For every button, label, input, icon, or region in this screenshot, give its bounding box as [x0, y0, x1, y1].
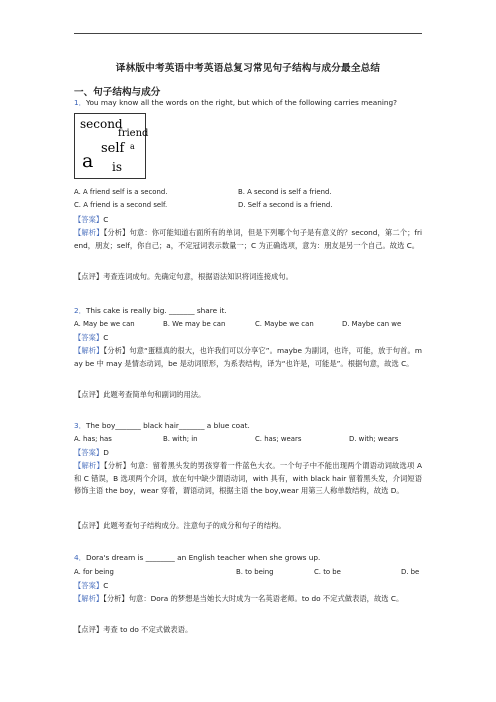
option-c: C. to be [314, 568, 341, 576]
question-text: Dora's dream is ________ an English teacher when she grows up. [85, 553, 321, 562]
question-2-analysis [74, 345, 422, 370]
question-2-options [74, 318, 422, 330]
question-1-options-row-2 [74, 199, 422, 211]
option-a: A. has; has [74, 435, 112, 443]
question-1-analysis [74, 227, 422, 252]
analysis-text: 【分析】句意：Dora 的梦想是当她长大时成为一名英语老师。to do 不定式做表语，故选 C。 [103, 594, 404, 603]
comment-text: 考查连词成句。先确定句意，根据语法知识将词连接成句。 [103, 272, 293, 281]
question-text: This cake is really big. _______ share it. [85, 306, 227, 315]
answer-value: D [103, 448, 109, 457]
question-number: 2． [74, 306, 86, 315]
question-3-comment [74, 520, 422, 533]
question-4-answer [74, 580, 108, 592]
word-box-figure [74, 113, 149, 179]
analysis-text: 【分析】句意：留着黑头发的男孩穿着一件蓝色大衣。一个句子中不能出现两个谓语动词故选项 A 和 C 错误，B 选项两个介词，放在句中缺少谓语动词，with 具有，with black hair 留着黑头发，介词短语修饰主语 the boy，wear 穿着，谓语动词，根据主语 the boy,wear 用第三人称单数结构，故选 D。 [74, 461, 422, 496]
question-3-options [74, 433, 422, 445]
comment-tag: 【点评】 [74, 390, 104, 399]
question-number: 1． [74, 98, 86, 107]
analysis-text: 【分析】句意：你可能知道右面所有的单词，但是下列哪个句子是有意义的？second，第二个；friend，朋友；self，你自己；a，不定冠词表示数量一；C 为正确选项，意为：朋友是另一个自己。故选 C。 [74, 228, 423, 250]
option-d: D. with; wears [349, 435, 399, 443]
page-title: 译林版中考英语中考英语总复习常见句子结构与成分最全总结 [115, 63, 381, 74]
question-1-stem [74, 97, 422, 110]
figure-word: friend [118, 128, 149, 139]
answer-tag: 【答案】 [74, 333, 104, 342]
answer-tag: 【答案】 [74, 215, 104, 224]
question-4-analysis [74, 593, 422, 606]
section-heading: 一、句子结构与成分 [74, 87, 161, 98]
analysis-tag: 【解析】 [74, 346, 104, 355]
question-4-options [74, 566, 422, 578]
figure-word: second [80, 117, 123, 131]
question-2-stem [74, 305, 422, 318]
question-1-comment [74, 271, 422, 284]
option-d: D. be [401, 568, 420, 576]
figure-word: self [101, 141, 125, 156]
question-number: 3． [74, 421, 86, 430]
option-d: D. Self a second is a friend. [238, 201, 333, 209]
answer-value: C [103, 333, 109, 342]
answer-value: C [103, 581, 109, 590]
question-3-analysis [74, 460, 422, 498]
option-c: C. A friend is a second self. [74, 201, 168, 209]
question-1-options-row-1 [74, 186, 422, 198]
comment-text: 考查 to do 不定式做表语。 [103, 625, 193, 634]
question-4-comment [74, 624, 422, 637]
comment-tag: 【点评】 [74, 625, 104, 634]
option-b: B. We may be can [163, 320, 226, 328]
analysis-text: 【分析】句意“蛋糕真的很大，也许我们可以分享它”。maybe 为副词，也许，可能，放于句首。may be 中 may 是情态动词，be 是动词原形，为系表结构，译为“也许是，可能是”。根据句意，故选 C。 [74, 346, 423, 368]
question-text: The boy_______ black hair_______ a blue coat. [85, 421, 250, 430]
comment-tag: 【点评】 [74, 272, 104, 281]
question-number: 4． [74, 553, 86, 562]
analysis-tag: 【解析】 [74, 228, 104, 237]
option-b: B. A second is self a friend. [238, 188, 332, 196]
analysis-tag: 【解析】 [74, 594, 104, 603]
option-c: C. has; wears [255, 435, 302, 443]
question-1-answer [74, 214, 108, 226]
comment-text: 此题考查句子结构成分。注意句子的成分和句子的结构。 [103, 521, 286, 530]
question-4-stem [74, 552, 422, 565]
comment-tag: 【点评】 [74, 521, 104, 530]
option-c: C. Maybe we can [255, 320, 314, 328]
question-2-answer [74, 332, 108, 344]
figure-word: a [82, 150, 94, 172]
option-d: D. Maybe can we [342, 320, 402, 328]
option-b: B. to being [236, 568, 274, 576]
question-text: You may know all the words on the right, but which of the following carries meaning? [85, 98, 397, 107]
figure-word: a [130, 142, 135, 151]
option-a: A. for being [74, 568, 114, 576]
answer-tag: 【答案】 [74, 448, 104, 457]
header-rule [74, 33, 422, 34]
analysis-tag: 【解析】 [74, 461, 104, 470]
answer-value: C [103, 215, 109, 224]
question-3-stem [74, 420, 422, 433]
answer-tag: 【答案】 [74, 581, 104, 590]
option-b: B. with; in [163, 435, 198, 443]
option-a: A. May be we can [74, 320, 135, 328]
question-2-comment [74, 389, 422, 402]
question-3-answer [74, 447, 109, 459]
figure-word: is [112, 160, 122, 174]
comment-text: 此题考查简单句和副词的用法。 [103, 390, 206, 399]
option-a: A. A friend self is a second. [74, 188, 168, 196]
